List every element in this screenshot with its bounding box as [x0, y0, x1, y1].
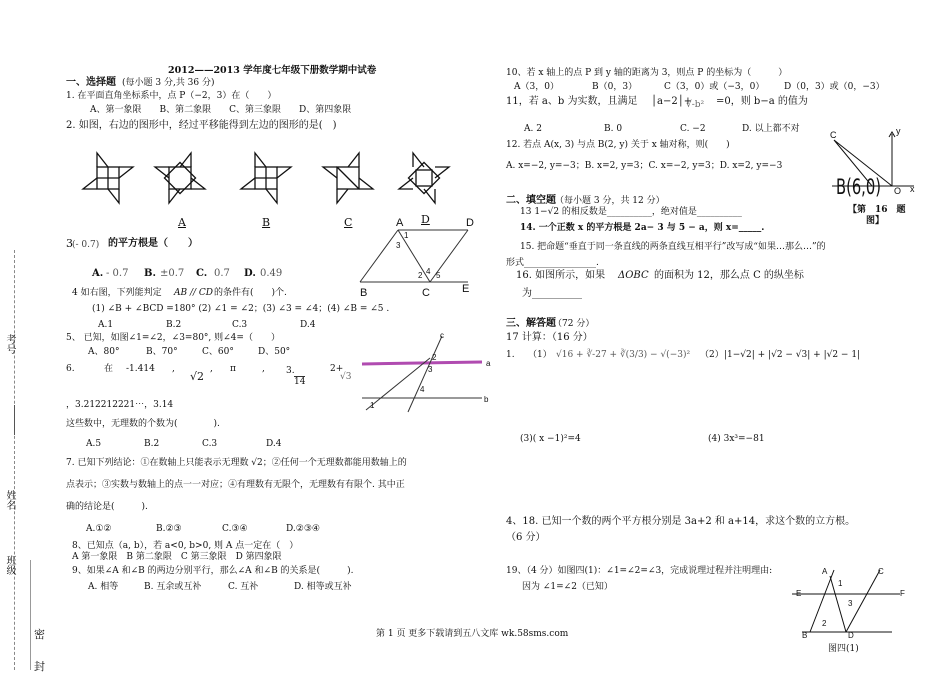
fig19-label-e: E [796, 589, 802, 598]
q3-opt-c-val: 0.7 [214, 268, 230, 279]
q4-text-end: 的条件有( )个. [214, 288, 287, 298]
q12-text: 12. 若点 A(x, 3) 与点 B(2, y) 关于 x 轴对称，则( ) [506, 140, 730, 150]
q5-opt-d: D、50° [258, 347, 291, 357]
fig19-angle-2: 2 [822, 619, 827, 628]
fig19-angle-1: 1 [838, 579, 843, 588]
q17-2-expr: |1−√2| + |√2 − √3| + |√2 − 1| [724, 350, 861, 360]
q2-label-a: A [178, 216, 186, 229]
q12-options: A. x=−2, y=−3；B. x=2, y=3；C. x=−2, y=3；D. x=2, y=−3 [506, 161, 783, 171]
fig16-point-b: B(6,0) [836, 175, 881, 199]
seal-line [30, 560, 32, 670]
fig4-label-a: A [396, 217, 404, 229]
q6-comma-1: , [172, 364, 175, 374]
fig5-angle-3: 3 [428, 365, 433, 374]
q19-text: 19、（4 分）如图四(1)：∠1=∠2=∠3，完成说理过程并注明理由: [506, 566, 773, 576]
fig4-label-e: E [462, 283, 470, 295]
fig16-label-o: O [894, 186, 902, 196]
fig5-label-b: b [484, 395, 489, 404]
section-1-title: 一、选择题 [66, 77, 116, 88]
q19-figure [792, 564, 912, 654]
q18-points: （6 分） [506, 532, 546, 543]
fig4-angle-2: 2 [418, 271, 423, 280]
q17-4: (4) 3x³=−81 [708, 434, 765, 444]
fig19-angle-3: 3 [848, 599, 853, 608]
q10-opt-c: C（3，0）或（−3，0） [664, 82, 765, 92]
q9-opt-a: A. 相等 [88, 582, 119, 592]
q3-opt-c: C. [196, 268, 208, 279]
fig19-label-d: D [848, 631, 854, 640]
q11-opt-d: D. 以上都不对 [742, 124, 800, 134]
q16-text-2: 的面积为 12，那么点 C 的纵坐标 [654, 270, 804, 281]
q11-opt-a: A. 2 [524, 124, 542, 134]
q2-label-c: C [344, 216, 353, 229]
q6-ask: 这些数中，无理数的个数为( ). [66, 419, 220, 429]
q6-val-4-num: 3. [286, 366, 295, 376]
q15-line-2: 形式________________. [506, 258, 599, 268]
q3-base: (- 0.7) [72, 240, 100, 250]
fig4-angle-4: 4 [426, 267, 431, 276]
fig16-label-x: x [910, 184, 915, 194]
q3-opt-d-val: 0.49 [260, 268, 283, 279]
q2-label-b: B [262, 216, 271, 229]
fig4-angle-3: 3 [396, 241, 401, 250]
q4-opt-c: C.3 [232, 320, 248, 330]
q11-opt-c: C. −2 [680, 124, 706, 134]
q4-ab-cd: AB // CD [174, 288, 214, 298]
binding-line [14, 250, 16, 670]
q6-val-3: π [230, 364, 236, 374]
q6-val-5-root: √3 [340, 372, 352, 382]
q6-comma-2: , [210, 364, 213, 374]
fig4-label-d: D [466, 217, 474, 229]
q13-text: 13 1−√2 的相反数是__________，绝对值是__________ [520, 207, 742, 217]
q5-figure [360, 332, 495, 412]
line-a [362, 362, 482, 364]
q4-figure [360, 217, 480, 299]
q10-opt-a: A（3，0） [514, 82, 559, 92]
q6-comma-3: , [262, 364, 265, 374]
q16-triangle: ΔOBC [618, 270, 649, 281]
q3-number: 3 [66, 237, 73, 250]
q4-conditions: (1) ∠B + ∠BCD =180° (2) ∠1 = ∠2；(3) ∠3 = ∠4；(4) ∠B = ∠5 . [92, 304, 390, 314]
q6-val-4-den: 14 [294, 377, 306, 387]
q3-opt-a: A. [92, 268, 104, 279]
section-1-note: (每小题 3 分,共 36 分) [122, 78, 215, 88]
fig16-caption: 【第 16 题 [848, 205, 906, 215]
fig5-angle-2: 2 [432, 353, 437, 362]
q6-opt-d: D.4 [266, 439, 282, 449]
section-2-title: 二、填空题 [506, 195, 556, 206]
q17-2-label: （2） [700, 350, 724, 360]
fig5-label-a: a [486, 359, 491, 368]
q18-text: 4、18. 已知一个数的两个平方根分别是 3a+2 和 a+14，求这个数的立方根。 [506, 516, 856, 527]
q11-abs: │a−2│+ [651, 96, 693, 107]
q11-text-end: =0，则 b−a 的值为 [716, 96, 808, 107]
fig4-angle-5: 5 [436, 271, 441, 280]
q6-in: 在 [104, 364, 114, 374]
q7-line-1: 7. 已知下列结论：①在数轴上只能表示无理数 √2；②任何一个无理数都能用数轴上的 [66, 458, 407, 468]
q19-reason: 因为 ∠1=∠2（已知） [522, 582, 613, 592]
q2-figure-pinwheels [78, 150, 448, 215]
q17-3: (3)( x −1)²=4 [520, 434, 581, 444]
fig4-label-c: C [422, 287, 430, 299]
q4-opt-b: B.2 [166, 320, 182, 330]
q11-root: √-b² [686, 100, 705, 110]
number-label: 考号 [4, 334, 15, 354]
q7-opt-c: C.③④ [222, 524, 248, 534]
q10-opt-d: D（0，3）或（0，−3） [784, 82, 885, 92]
q9-opt-d: D. 相等或互补 [294, 582, 352, 592]
q6-opt-a: A.5 [86, 439, 102, 449]
q6-val-5: 2+ [330, 364, 344, 374]
class-label: 班级 [4, 555, 15, 575]
q9-text: 9、如果∠A 和∠B 的两边分别平行，那么∠A 和∠B 的关系是( ). [72, 566, 354, 576]
q8-text: 8、已知点（a, b），若 a<0, b>0, 则 A 点一定在（ ） [72, 541, 299, 551]
q1-options: A、第一象限 B、第二象限 C、第三象限 D、第四象限 [90, 105, 352, 115]
page-footer: 第 1 页 更多下载请到五八文库 wk.58sms.com [376, 629, 569, 639]
q5-text: 5、 已知，如图∠1=∠2，∠3=80°, 则∠4=（ ） [66, 333, 280, 343]
seal-char-2: 封 [34, 660, 45, 673]
q6-number: 6. [66, 364, 75, 374]
section-3-note: （72 分） [553, 319, 595, 329]
page-title: 2012——2013 学年度七年级下册数学期中试卷 [168, 65, 377, 76]
name-label: 姓名 [4, 490, 15, 510]
number-underline [14, 405, 15, 435]
q15-line-1: 15. 把命题“垂直于同一条直线的两条直线互相平行”改写成“如果…那么…”的 [520, 242, 826, 252]
seal-char-1: 密 [34, 628, 45, 641]
fig19-label-c: C [878, 567, 884, 576]
fig5-label-c: c [440, 331, 444, 340]
q7-line-2: 点表示；③实数与数轴上的点一一对应；④有理数有无限个，无理数有有限个. 其中正 [66, 480, 405, 490]
fig19-label-b: B [802, 631, 808, 640]
q3-text: 的平方根是（ ） [108, 238, 198, 249]
q9-opt-c: C. 互补 [228, 582, 259, 592]
q8-options: A 第一象限 B 第二象限 C 第三象限 D 第四象限 [72, 552, 282, 562]
line-c [408, 336, 442, 412]
q14-text: 14. 一个正数 x 的平方根是 2a− 3 与 5 − a，则 x=_____. [520, 223, 765, 233]
q3-opt-d: D. [244, 268, 256, 279]
q4-opt-d: D.4 [300, 320, 316, 330]
q16-text-3: 为__________ [522, 288, 582, 299]
q7-opt-a: A.①② [86, 524, 112, 534]
q6-opt-b: B.2 [144, 439, 160, 449]
fig5-angle-4: 4 [420, 385, 425, 394]
q4-text: 4 如右图，下列能判定 [72, 288, 162, 298]
q1-text: 1. 在平面直角坐标系中，点 P（−2，3）在（ ） [66, 91, 277, 101]
fig19-label-f: F [900, 589, 905, 598]
q5-opt-a: A、80° [88, 347, 120, 357]
q17-1-number: 1. [506, 350, 515, 360]
q17-title: 17 计算：（16 分） [506, 332, 593, 343]
section-3-title: 三、解答题 [506, 318, 556, 329]
q2-label-d: D [421, 213, 430, 226]
q4-opt-a: A.1 [98, 320, 114, 330]
q3-opt-b-val: ±0.7 [160, 268, 185, 279]
q11-opt-b: B. 0 [604, 124, 623, 134]
q9-opt-b: B. 互余或互补 [144, 582, 202, 592]
q6-val-1: -1.414 [126, 364, 155, 374]
q16-text: 16. 如图所示，如果 [516, 270, 606, 281]
fig19-label-a: A [822, 567, 828, 576]
q6-opt-c: C.3 [202, 439, 218, 449]
section-2-note: （每小题 3 分，共 12 分） [555, 196, 665, 206]
q11-text: 11，若 a、b 为实数，且满足 [506, 96, 638, 107]
q2-text: 2. 如图，右边的图形中，经过平移能得到左边的图形的是( ) [66, 120, 337, 131]
fig16-label-c: C [830, 130, 837, 140]
q3-opt-a-val: - 0.7 [106, 268, 129, 279]
fig5-angle-1: 1 [370, 401, 375, 410]
q7-opt-d: D.②③④ [286, 524, 320, 534]
fig4-angle-1: 1 [404, 231, 409, 240]
q10-text: 10、若 x 轴上的点 P 到 y 轴的距离为 3，则点 P 的坐标为（ ） [506, 68, 788, 78]
q7-line-3: 确的结论是( ). [66, 502, 148, 512]
q10-opt-b: B（0，3） [592, 82, 638, 92]
q3-opt-b: B. [144, 268, 156, 279]
fig16-caption-2: 图】 [866, 216, 885, 226]
fig19-caption: 图四(1) [828, 644, 859, 654]
q6-val-2: √2 [190, 370, 205, 383]
q17-1-label: （1） [528, 350, 552, 360]
fig4-label-b: B [360, 287, 368, 299]
q7-opt-b: B.②③ [156, 524, 182, 534]
fig16-label-y: y [896, 126, 901, 136]
q5-opt-c: C、60° [202, 347, 234, 357]
q6-continuation: ，3.212212221⋯，3.14 [66, 400, 174, 410]
q5-opt-b: B、70° [146, 347, 178, 357]
q17-1-expr: √16 + ∛-27 + ∛(3/3) − √(−3)² [556, 350, 691, 360]
